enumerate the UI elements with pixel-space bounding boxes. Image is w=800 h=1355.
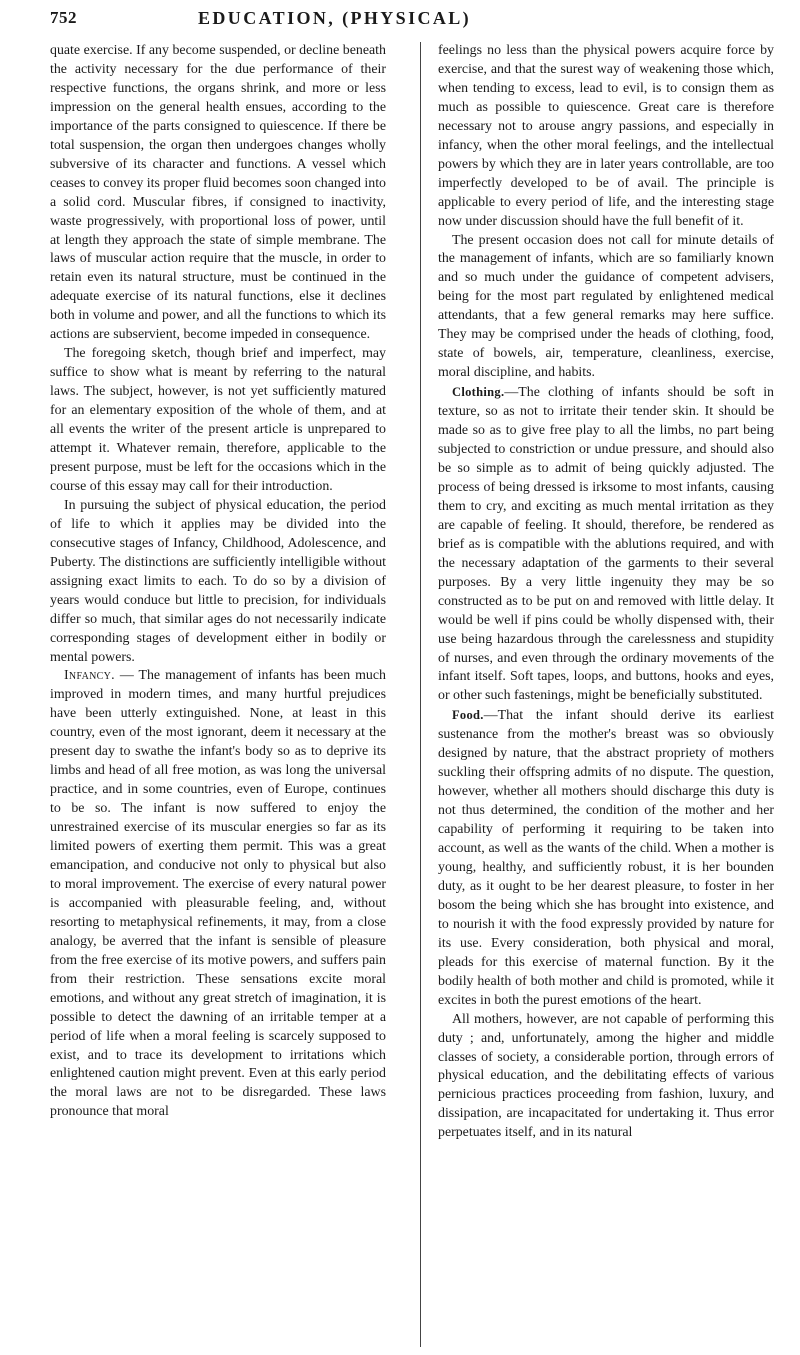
- right-column: [438, 42, 774, 1143]
- paragraph: All mothers, however, are not capable of performing this duty ; and, unfortunately, among the higher and middle classes of society, a considerable portion, through errors of physical education, and the debilitating effects of various pernicious practices proceeding from fashion, luxury, and dissipation, are incapacitated for undertaking it. Thus error perpetuates itself, and in its natural: [438, 1011, 774, 1141]
- paragraph-text: — The management of infants has been much improved in modern times, and many hurtful prejudices have been utterly extinguished. None, at least in this country, even of the most ignorant, deem it necessary at the present day to swathe the infant's body so as to deprive its limbs and head of all free motion, as was long the universal practice, and in some countries, even of Europe, continues to be so. The infant is now suffered to enjoy the unrestrained exercise of its muscular energies so far as its limited powers of exerting them permit. This was a great emancipation, and conducive not only to physical but also to moral improvement. The exercise of every natural power is accompanied with pleasurable feeling, and, without resorting to metaphysical refinements, it may, from a close analogy, be averred that the infant is sensible of pleasure from the free exercise of its motive powers, and suffers pain from their restriction. These sensations excite moral emotions, and without any great stretch of imagination, it is possible to detect the dawning of an irritable temper at a period of life when a moral feeling is scarcely supposed to exist, and to trace its development to irritations which enlightened caution might prevent. Even at this early period the moral laws are not to be disregarded. These laws pronounce that moral: [50, 668, 386, 1120]
- paragraph-infancy: [50, 667, 386, 1122]
- paragraph: The present occasion does not call for minute details of the management of infants, which are so familiarly known and so much under the guidance of competent advisers, being for the most part regulated by enlightened medical attendants, that a few general remarks may here suffice. They may be comprised under the heads of clothing, food, state of bowels, air, temperature, cleanliness, exercise, moral discipline, and habits.: [438, 232, 774, 381]
- paragraph: In pursuing the subject of physical education, the period of life to which it applies may be divided into the consecutive stages of Infancy, Childhood, Adolescence, and Puberty. The distinctions are sufficiently intelligible without assigning exact limits to each. To do so by a division of years would conduce but little to precision, for individuals differ so much, that similar ages do not necessarily indicate corresponding stages of development either in bodily or mental powers.: [50, 497, 386, 665]
- paragraph: quate exercise. If any become suspended, or decline beneath the activity necessary for the due performance of their respective functions, the organs shrink, and more or less impression on the general health ensues, according to the importance of the parts consigned to quiescence. If there be total suspension, the organ then undergoes changes wholly subversive of its character and functions. A vessel which ceases to convey its proper fluid becomes soon changed into a solid cord. Muscular fibres, if consigned to inactivity, waste progressively, with proportional loss of power, until at length they approach the state of simple membrane. The laws of muscular action require that the muscle, in order to retain even its natural structure, must be continued in the adequate exercise of its natural functions, else it declines both in volume and power, and all the functions to which its actions are subservient, become impeded in consequence.: [50, 43, 386, 343]
- column-divider: [420, 42, 421, 1347]
- paragraph-food: [438, 706, 774, 1010]
- running-title: EDUCATION, (PHYSICAL): [198, 8, 472, 28]
- running-header: [50, 8, 754, 34]
- paragraph-clothing: [438, 383, 774, 706]
- section-head-clothing: Clothing.: [452, 385, 505, 400]
- section-head-food: Food.: [452, 708, 484, 723]
- left-column: [50, 42, 386, 1122]
- paragraph-text: —The clothing of infants should be soft in texture, so as not to irritate their tender skin. It should be made so as to give free play to all the limbs, no part being subjected to constriction or undue pressure, and should also be so simple as to admit of being quickly adjusted. The process of being dressed is irksome to most infants, causing them to cry, and exciting as much mental irritation as they are capable of feeling. It should, therefore, be rendered as brief as is compatible with the ablutions required, and with the necessary adaptation of the garments to their several purposes. By a very little ingenuity they may be so constructed as to be put on and removed with little delay. It would be well if pins could be wholly dispensed with, their use being hazardous through the carelessness and stupidity of nurses, and even through the ordinary movements of the infant itself. Soft tapes, loops, and buttons, hooks and eyes, or other such fastenings, might be beneficially substituted.: [438, 385, 774, 704]
- paragraph: The foregoing sketch, though brief and imperfect, may suffice to show what is meant by referring to the natural laws. The subject, however, is not yet sufficiently matured for an elementary exposition of the whole of them, and at all events the writer of the present article is unprepared to attempt it. Whatever remain, therefore, applicable to the present purpose, must be left for the occasions which in the course of this essay may call for their introduction.: [50, 346, 386, 494]
- paragraph: feelings no less than the physical powers acquire force by exercise, and that the surest way of weakening those which, when tending to excess, lead to evil, is to consign them as much as possible to quiescence. Great care is therefore necessary not to arouse angry passions, and especially in infancy, when the other moral feelings, and the intellectual powers by which they are in later years controllable, are too imperfectly developed to be of avail. The principle is applicable to every period of life, and the interesting stage now under discussion should have the full benefit of it.: [438, 43, 774, 229]
- page-number: 752: [50, 8, 77, 27]
- paragraph-text: —That the infant should derive its earliest sustenance from the mother's breast was so obviously designed by nature, that the abstract propriety of mothers suckling their offspring admits of no dispute. The question, however, whether all mothers should discharge this duty is not thus determined, the condition of the mother and her capability of performing it requiring to be taken into account, as well as the wants of the child. When a mother is young, healthy, and sufficiently robust, it is her bounden duty, as it ought to be her dearest pleasure, to foster in her bosom the being which she has brought into existence, and to nourish it with the food expressly provided by nature for its use. Every consideration, both physical and moral, pleads for this exercise of maternal function. By it the bodily health of both mother and child is promoted, while it excites in both the purest emotions of the heart.: [438, 708, 774, 1008]
- section-head-infancy: Infancy.: [64, 668, 115, 684]
